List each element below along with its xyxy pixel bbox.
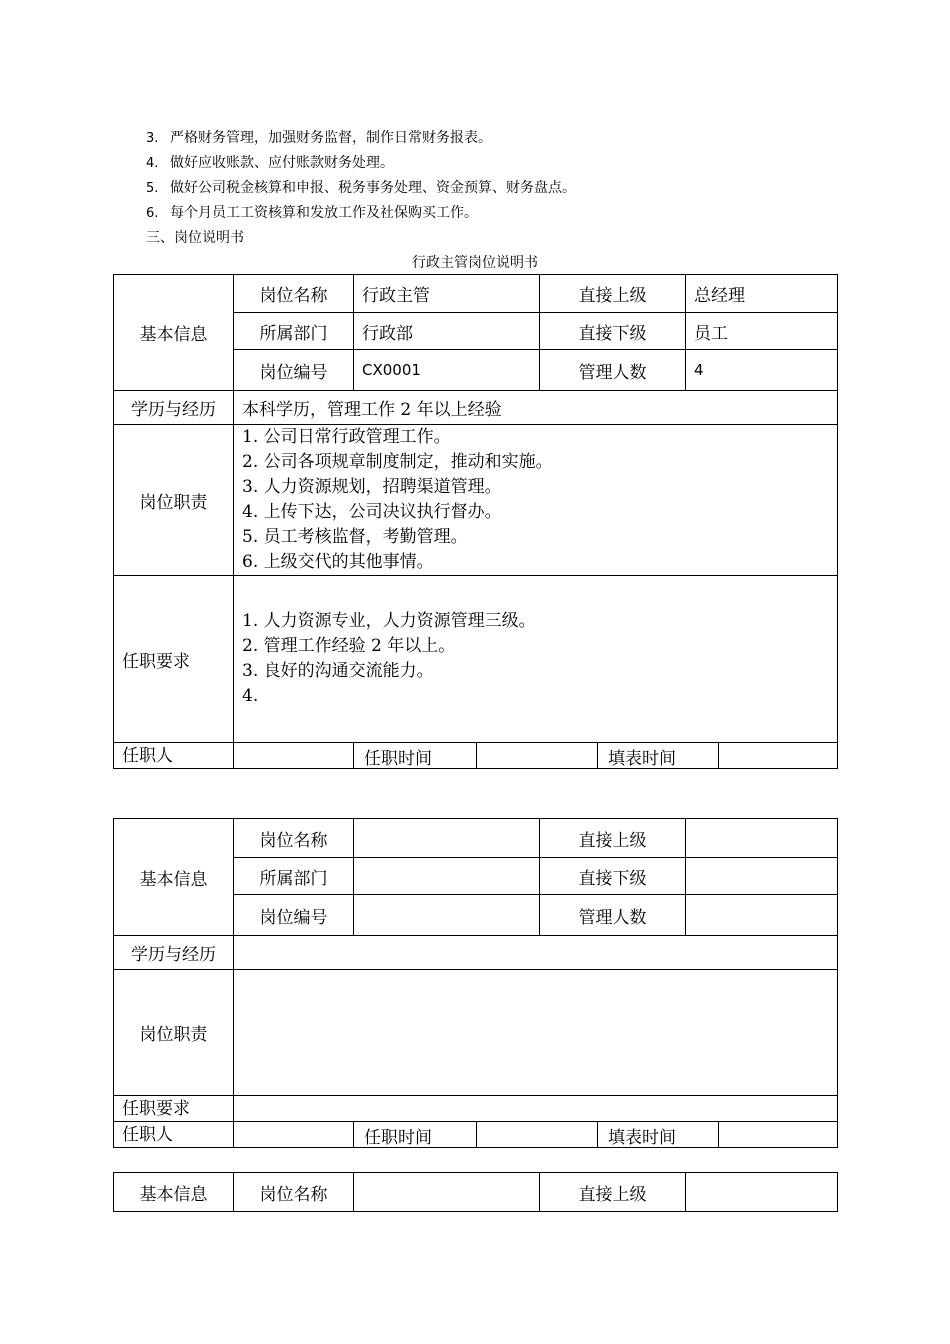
duty-item: 3. 人力资源规划，招聘渠道管理。 (242, 477, 502, 497)
superior-label: 直接上级 (540, 275, 686, 313)
position-name-label: 岗位名称 (234, 1173, 354, 1212)
position-name-input[interactable] (354, 1173, 540, 1212)
subordinate-label: 直接下级 (540, 858, 686, 895)
duty-item: 4. 上传下达，公司决议执行督办。 (242, 502, 502, 522)
duties-value (234, 425, 838, 576)
managed-count-label: 管理人数 (540, 895, 686, 936)
tenure-time-label: 任职时间 (354, 1122, 477, 1147)
duty-item: 6. 上级交代的其他事情。 (242, 552, 434, 572)
list-item (146, 176, 576, 201)
education-label: 学历与经历 (114, 936, 234, 970)
position-name-value: 行政主管 (354, 275, 540, 313)
requirements-input[interactable] (234, 1096, 838, 1122)
position-name-label: 岗位名称 (234, 819, 354, 858)
superior-label: 直接上级 (540, 819, 686, 858)
list-number: 5. (146, 181, 159, 196)
basic-info-label: 基本信息 (114, 819, 234, 936)
duty-item: 2. 公司各项规章制度制定，推动和实施。 (242, 452, 553, 472)
department-label: 所属部门 (234, 858, 354, 895)
position-code-input[interactable] (354, 895, 540, 936)
list-text: 做好公司税金核算和申报、税务事务处理、资金预算、财务盘点。 (170, 180, 576, 196)
subordinate-label: 直接下级 (540, 313, 686, 350)
list-text: 每个月员工工资核算和发放工作及社保购买工作。 (170, 205, 478, 221)
fill-time-input[interactable] (719, 1122, 837, 1147)
superior-input[interactable] (686, 1173, 838, 1212)
list-number: 3. (146, 131, 159, 146)
requirement-item: 3. 良好的沟通交流能力。 (242, 661, 434, 681)
superior-input[interactable] (686, 819, 838, 858)
holder-input[interactable] (234, 1122, 354, 1148)
duty-item: 5. 员工考核监督，考勤管理。 (242, 527, 468, 547)
requirements-value (234, 576, 838, 743)
list-item (146, 151, 576, 176)
superior-label: 直接上级 (540, 1173, 686, 1212)
list-item (146, 126, 576, 151)
position-name-input[interactable] (354, 819, 540, 858)
intro-list (146, 126, 576, 226)
department-input[interactable] (354, 858, 540, 895)
footer-cells (354, 1122, 838, 1148)
requirements-label: 任职要求 (114, 1096, 234, 1122)
fill-time-label: 填表时间 (598, 743, 719, 768)
education-input[interactable] (234, 936, 838, 970)
job-description-table-partial (113, 1172, 838, 1212)
duties-label: 岗位职责 (114, 425, 234, 576)
managed-count-label: 管理人数 (540, 350, 686, 391)
position-code-value: CX0001 (354, 350, 540, 391)
department-value: 行政部 (354, 313, 540, 350)
table-caption: 行政主管岗位说明书 (412, 255, 538, 271)
basic-info-label: 基本信息 (114, 1173, 234, 1212)
education-value: 本科学历，管理工作 2 年以上经验 (234, 391, 838, 425)
position-code-label: 岗位编号 (234, 350, 354, 391)
managed-count-value: 4 (686, 350, 838, 391)
requirement-item: 4. (242, 686, 259, 706)
managed-count-input[interactable] (686, 895, 838, 936)
position-code-label: 岗位编号 (234, 895, 354, 936)
requirement-item: 2. 管理工作经验 2 年以上。 (242, 636, 456, 656)
job-description-table-blank (113, 818, 838, 1148)
superior-value: 总经理 (686, 275, 838, 313)
tenure-time-input[interactable] (477, 1122, 598, 1147)
footer-row (354, 743, 837, 768)
list-number: 6. (146, 206, 159, 221)
holder-label: 任职人 (114, 743, 234, 769)
holder-label: 任职人 (114, 1122, 234, 1148)
list-text: 做好应收账款、应付账款财务处理。 (170, 155, 394, 171)
list-item (146, 201, 576, 226)
duties-input[interactable] (234, 970, 838, 1096)
duty-item: 1. 公司日常行政管理工作。 (242, 427, 451, 447)
holder-value (234, 743, 354, 769)
education-label: 学历与经历 (114, 391, 234, 425)
section-title: 三、岗位说明书 (146, 230, 244, 246)
fill-time-value (719, 743, 837, 768)
list-number: 4. (146, 156, 159, 171)
department-label: 所属部门 (234, 313, 354, 350)
footer-cells (354, 743, 838, 769)
requirement-item: 1. 人力资源专业，人力资源管理三级。 (242, 611, 536, 631)
subordinate-value: 员工 (686, 313, 838, 350)
duties-label: 岗位职责 (114, 970, 234, 1096)
job-description-table-filled (113, 274, 838, 769)
position-name-label: 岗位名称 (234, 275, 354, 313)
fill-time-label: 填表时间 (598, 1122, 719, 1147)
subordinate-input[interactable] (686, 858, 838, 895)
requirements-label: 任职要求 (114, 576, 234, 743)
footer-row (354, 1122, 837, 1147)
list-text: 严格财务管理，加强财务监督，制作日常财务报表。 (170, 130, 492, 146)
tenure-time-value (477, 743, 598, 768)
basic-info-label: 基本信息 (114, 275, 234, 391)
tenure-time-label: 任职时间 (354, 743, 477, 768)
